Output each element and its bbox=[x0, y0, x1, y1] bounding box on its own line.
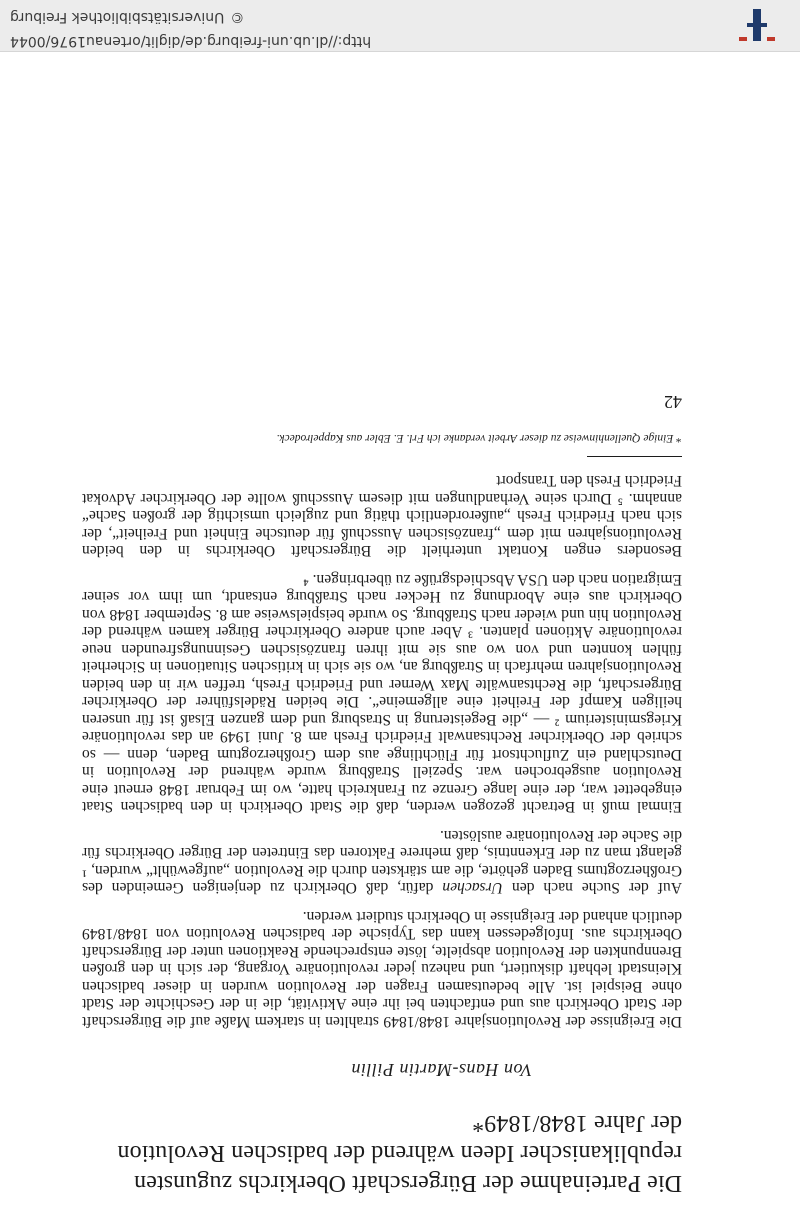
article-body bbox=[82, 472, 682, 1030]
document-url-link[interactable]: http://dl.ub.uni-freiburg.de/diglit/ortenau1976/0044 bbox=[10, 33, 372, 49]
paragraph-2 bbox=[82, 827, 682, 897]
footnote: * Einige Quellenhinweise zu dieser Arbeit verdanke ich Frl. E. Ebler aus Kappelrodeck. bbox=[276, 432, 682, 444]
article-author: Von Hans-Martin Pillin bbox=[351, 1060, 532, 1080]
paragraph-3: Einmal muß in Betracht gezogen werden, daß die Stadt Oberkirch in den badischen Staat eingebettet war, der eine lange Grenze zu Frankreich hatte, wo im Februar 1848 erneut eine Revolution ausgebrochen war. Speziell Straßburg wurde während der Revolution in Deutschland ein Zufluchtsort für Flüchtlinge aus dem Großherzogtum Baden, denn — so schrieb der Oberkircher Rechtsanwalt Friedrich Fresh am 8. Juni 1949 an das revolutionäre Kriegsministerium ² — „die Begeisterung in Strasburg und dem ganzen Elsaß ist für unseren heiligen Kampf der Freiheit eine allgemeine“. Die beiden Rädelsführer der Oberkircher Bürgerschaft, die Rechtsanwälte Max Werner und Friedrich Fresh, treffen wir in den beiden Revolutionsjahren mehrfach in Straßburg an, wo sie sich in kritischen Situationen in Sicherheit fühlen konnten und von wo aus sie mit ihren französischen Gesinnungsfreunden neue revolutionäre Aktionen planten. ³ Aber auch andere Oberkircher Bürger kamen während der Revolution hin und wieder nach Straßburg. So wurde beispielsweise am 8. September 1848 von Oberkirch aus eine Abordnung zu Hecker nach Straßburg entsandt, um ihm vor seiner Emigration nach den USA Abschiedsgrüße zu überbringen. ⁴ bbox=[82, 571, 682, 816]
ub-freiburg-logo-icon[interactable] bbox=[736, 5, 778, 45]
paragraph-2-italic: Ursachen bbox=[442, 879, 504, 897]
paragraph-1: Die Ereignisse der Revolutionsjahre 1848/1849 strahlten in starkem Maße auf die Bürgerschaft der Stadt Oberkirch aus und entfachten bei ihr eine Aktivität, die in der Geschichte der Stadt ohne Beispiel ist. Alle bedeutsamen Fragen der Revolution wurden in dieser badischen Kleinstadt lebhaft diskutiert, und nahezu jeder revolutionäre Vorgang, der sich in den großen Brennpunkten der Revolution abspielte, löste entsprechende Reaktionen unter der Bürgerschaft Oberkirchs aus. Infolgedessen kann das Typische der badischen Revolution von 1848/1849 deutlich anhand der Ereignisse in Oberkirch studiert werden. bbox=[82, 908, 682, 1030]
page-number: 42 bbox=[664, 392, 682, 412]
paragraph-2-prefix: Auf der Suche nach den bbox=[503, 879, 682, 897]
library-name: Universitätsbibliothek Freiburg bbox=[10, 9, 225, 25]
library-header-bar bbox=[0, 0, 800, 52]
paragraph-2-rest: dafür, daß Oberkirch zu denjenigen Gemeinden des Großherzogtums Baden gehörte, die am stärksten durch die Revolution „aufgewühlt“ wurden, ¹ gelangt man zu der Erkenntnis, daß mehrere Faktoren das Eintreten der Bürger Oberkirchs für die Sache der Revolutionäre auslösten. bbox=[82, 827, 682, 897]
article-text-block bbox=[82, 391, 682, 1198]
library-credit bbox=[10, 9, 244, 25]
footnote-divider bbox=[587, 456, 682, 457]
copyright-symbol: © bbox=[230, 9, 245, 25]
paragraph-4: Besonders engen Kontakt unterhielt die Bürgerschaft Oberkirchs in den beiden Revolutionsjahren mit dem „französischen Ausschuß für deutsche Einheit und Freiheit“, der sich nach Friedrich Fresh „außerordentlich thätig und zugleich umsichtig der großen Sache“ annahm. ⁵ Durch seine Verhandlungen mit diesem Ausschuß wollte der Oberkircher Advokat Friedrich Fresh den Transport bbox=[82, 472, 682, 560]
article-title: Die Parteinahme der Bürgerschaft Oberkirchs zugunsten republikanischer Ideen während der badischen Revolution der Jahre 1848/1849* bbox=[117, 1110, 682, 1196]
